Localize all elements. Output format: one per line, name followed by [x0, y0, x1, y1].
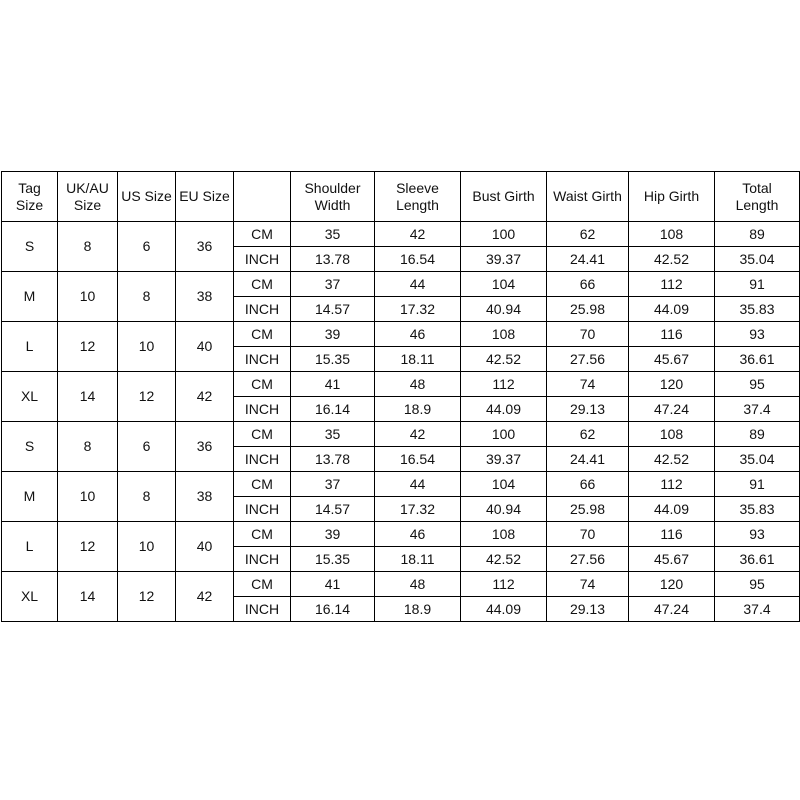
measurement-cell: 37.4	[715, 397, 800, 422]
unit-cell: CM	[234, 222, 291, 247]
header-label: Hip Girth	[643, 188, 700, 204]
us-size-cell: 10	[118, 322, 176, 372]
header-label: Length	[396, 196, 439, 213]
measurement-cell: 66	[547, 472, 629, 497]
us-size-cell: 12	[118, 372, 176, 422]
eu-size-cell: 42	[176, 572, 234, 622]
measurement-cell: 14.57	[291, 497, 375, 522]
measurement-cell: 13.78	[291, 247, 375, 272]
measurement-cell: 70	[547, 522, 629, 547]
table-row	[2, 522, 800, 547]
measurement-cell: 41	[291, 372, 375, 397]
tag-size-cell: M	[2, 272, 58, 322]
measurement-cell: 74	[547, 372, 629, 397]
uk-au-size-cell: 10	[58, 472, 118, 522]
measurement-cell: 45.67	[629, 347, 715, 372]
header-bust-girth	[461, 172, 547, 222]
measurement-cell: 16.54	[375, 247, 461, 272]
measurement-cell: 25.98	[547, 297, 629, 322]
measurement-cell: 93	[715, 322, 800, 347]
measurement-cell: 27.56	[547, 547, 629, 572]
measurement-cell: 35.04	[715, 447, 800, 472]
measurement-cell: 29.13	[547, 597, 629, 622]
measurement-cell: 46	[375, 522, 461, 547]
measurement-cell: 70	[547, 322, 629, 347]
measurement-cell: 37.4	[715, 597, 800, 622]
measurement-cell: 42.52	[629, 247, 715, 272]
unit-cell: CM	[234, 472, 291, 497]
header-eu-size	[176, 172, 234, 222]
measurement-cell: 108	[629, 222, 715, 247]
table-body	[2, 222, 800, 622]
unit-cell: CM	[234, 572, 291, 597]
header-shoulder-width	[291, 172, 375, 222]
header-sleeve-length	[375, 172, 461, 222]
measurement-cell: 93	[715, 522, 800, 547]
header-hip-girth	[629, 172, 715, 222]
eu-size-cell: 36	[176, 422, 234, 472]
header-label: Shoulder	[304, 179, 361, 196]
tag-size-cell: S	[2, 222, 58, 272]
unit-cell: CM	[234, 422, 291, 447]
unit-cell: INCH	[234, 447, 291, 472]
measurement-cell: 112	[461, 572, 547, 597]
measurement-cell: 35	[291, 222, 375, 247]
table-row	[2, 272, 800, 297]
uk-au-size-cell: 8	[58, 222, 118, 272]
table-row	[2, 572, 800, 597]
table-row	[2, 322, 800, 347]
measurement-cell: 17.32	[375, 297, 461, 322]
header-total-length	[715, 172, 800, 222]
eu-size-cell: 40	[176, 522, 234, 572]
eu-size-cell: 38	[176, 272, 234, 322]
measurement-cell: 108	[629, 422, 715, 447]
eu-size-cell: 42	[176, 372, 234, 422]
measurement-cell: 120	[629, 572, 715, 597]
measurement-cell: 13.78	[291, 447, 375, 472]
header-us-size	[118, 172, 176, 222]
measurement-cell: 89	[715, 222, 800, 247]
measurement-cell: 40.94	[461, 297, 547, 322]
header-uk-au-size	[58, 172, 118, 222]
measurement-cell: 15.35	[291, 347, 375, 372]
unit-cell: INCH	[234, 247, 291, 272]
measurement-cell: 120	[629, 372, 715, 397]
measurement-cell: 29.13	[547, 397, 629, 422]
unit-cell: CM	[234, 272, 291, 297]
us-size-cell: 6	[118, 222, 176, 272]
measurement-cell: 15.35	[291, 547, 375, 572]
measurement-cell: 44.09	[461, 597, 547, 622]
header-row	[2, 172, 800, 222]
measurement-cell: 44	[375, 272, 461, 297]
measurement-cell: 112	[629, 272, 715, 297]
us-size-cell: 10	[118, 522, 176, 572]
measurement-cell: 62	[547, 222, 629, 247]
header-label: Waist Girth	[553, 188, 622, 204]
us-size-cell: 12	[118, 572, 176, 622]
measurement-cell: 41	[291, 572, 375, 597]
measurement-cell: 37	[291, 472, 375, 497]
measurement-cell: 104	[461, 272, 547, 297]
measurement-cell: 91	[715, 472, 800, 497]
eu-size-cell: 38	[176, 472, 234, 522]
header-label: UK/AU	[66, 179, 109, 196]
measurement-cell: 91	[715, 272, 800, 297]
size-chart-table	[1, 171, 800, 622]
size-chart	[1, 171, 800, 622]
unit-cell: INCH	[234, 347, 291, 372]
measurement-cell: 116	[629, 522, 715, 547]
header-label: Size	[15, 196, 44, 213]
measurement-cell: 66	[547, 272, 629, 297]
measurement-cell: 18.11	[375, 547, 461, 572]
measurement-cell: 35	[291, 422, 375, 447]
table-row	[2, 472, 800, 497]
header-label: EU Size	[179, 188, 230, 204]
eu-size-cell: 40	[176, 322, 234, 372]
measurement-cell: 24.41	[547, 447, 629, 472]
measurement-cell: 112	[461, 372, 547, 397]
measurement-cell: 42.52	[461, 347, 547, 372]
header-label: US Size	[121, 188, 172, 204]
table-row	[2, 222, 800, 247]
measurement-cell: 39	[291, 322, 375, 347]
header-label: Length	[735, 196, 779, 213]
measurement-cell: 39	[291, 522, 375, 547]
tag-size-cell: M	[2, 472, 58, 522]
header-tag-size	[2, 172, 58, 222]
us-size-cell: 6	[118, 422, 176, 472]
uk-au-size-cell: 12	[58, 322, 118, 372]
tag-size-cell: XL	[2, 372, 58, 422]
measurement-cell: 16.14	[291, 597, 375, 622]
measurement-cell: 36.61	[715, 347, 800, 372]
measurement-cell: 95	[715, 372, 800, 397]
header-label: Sleeve	[396, 179, 439, 196]
measurement-cell: 42.52	[461, 547, 547, 572]
measurement-cell: 36.61	[715, 547, 800, 572]
eu-size-cell: 36	[176, 222, 234, 272]
tag-size-cell: S	[2, 422, 58, 472]
measurement-cell: 16.14	[291, 397, 375, 422]
measurement-cell: 35.83	[715, 297, 800, 322]
measurement-cell: 100	[461, 222, 547, 247]
measurement-cell: 44.09	[629, 497, 715, 522]
measurement-cell: 45.67	[629, 547, 715, 572]
measurement-cell: 18.9	[375, 597, 461, 622]
table-row	[2, 372, 800, 397]
measurement-cell: 48	[375, 372, 461, 397]
us-size-cell: 8	[118, 272, 176, 322]
header-label: Total	[742, 179, 772, 196]
tag-size-cell: L	[2, 322, 58, 372]
measurement-cell: 35.83	[715, 497, 800, 522]
us-size-cell: 8	[118, 472, 176, 522]
unit-cell: INCH	[234, 497, 291, 522]
measurement-cell: 44.09	[461, 397, 547, 422]
header-label: Size	[73, 196, 102, 213]
unit-cell: CM	[234, 522, 291, 547]
measurement-cell: 35.04	[715, 247, 800, 272]
header-label: Bust Girth	[472, 188, 535, 204]
measurement-cell: 48	[375, 572, 461, 597]
measurement-cell: 100	[461, 422, 547, 447]
measurement-cell: 74	[547, 572, 629, 597]
header-waist-girth	[547, 172, 629, 222]
measurement-cell: 47.24	[629, 397, 715, 422]
unit-cell: CM	[234, 322, 291, 347]
tag-size-cell: XL	[2, 572, 58, 622]
measurement-cell: 46	[375, 322, 461, 347]
header-label: Width	[314, 196, 351, 213]
measurement-cell: 37	[291, 272, 375, 297]
unit-cell: INCH	[234, 297, 291, 322]
header-label: Tag	[18, 179, 41, 196]
measurement-cell: 116	[629, 322, 715, 347]
measurement-cell: 25.98	[547, 497, 629, 522]
measurement-cell: 47.24	[629, 597, 715, 622]
uk-au-size-cell: 8	[58, 422, 118, 472]
table-row	[2, 422, 800, 447]
measurement-cell: 42.52	[629, 447, 715, 472]
measurement-cell: 18.11	[375, 347, 461, 372]
measurement-cell: 42	[375, 222, 461, 247]
header-unit	[234, 172, 291, 222]
unit-cell: INCH	[234, 397, 291, 422]
uk-au-size-cell: 14	[58, 372, 118, 422]
measurement-cell: 108	[461, 322, 547, 347]
unit-cell: INCH	[234, 597, 291, 622]
measurement-cell: 95	[715, 572, 800, 597]
measurement-cell: 14.57	[291, 297, 375, 322]
measurement-cell: 62	[547, 422, 629, 447]
measurement-cell: 39.37	[461, 247, 547, 272]
tag-size-cell: L	[2, 522, 58, 572]
measurement-cell: 40.94	[461, 497, 547, 522]
measurement-cell: 108	[461, 522, 547, 547]
measurement-cell: 112	[629, 472, 715, 497]
measurement-cell: 17.32	[375, 497, 461, 522]
unit-cell: INCH	[234, 547, 291, 572]
measurement-cell: 89	[715, 422, 800, 447]
measurement-cell: 44.09	[629, 297, 715, 322]
uk-au-size-cell: 12	[58, 522, 118, 572]
measurement-cell: 16.54	[375, 447, 461, 472]
measurement-cell: 24.41	[547, 247, 629, 272]
uk-au-size-cell: 14	[58, 572, 118, 622]
measurement-cell: 39.37	[461, 447, 547, 472]
uk-au-size-cell: 10	[58, 272, 118, 322]
measurement-cell: 42	[375, 422, 461, 447]
measurement-cell: 18.9	[375, 397, 461, 422]
measurement-cell: 27.56	[547, 347, 629, 372]
measurement-cell: 104	[461, 472, 547, 497]
measurement-cell: 44	[375, 472, 461, 497]
unit-cell: CM	[234, 372, 291, 397]
